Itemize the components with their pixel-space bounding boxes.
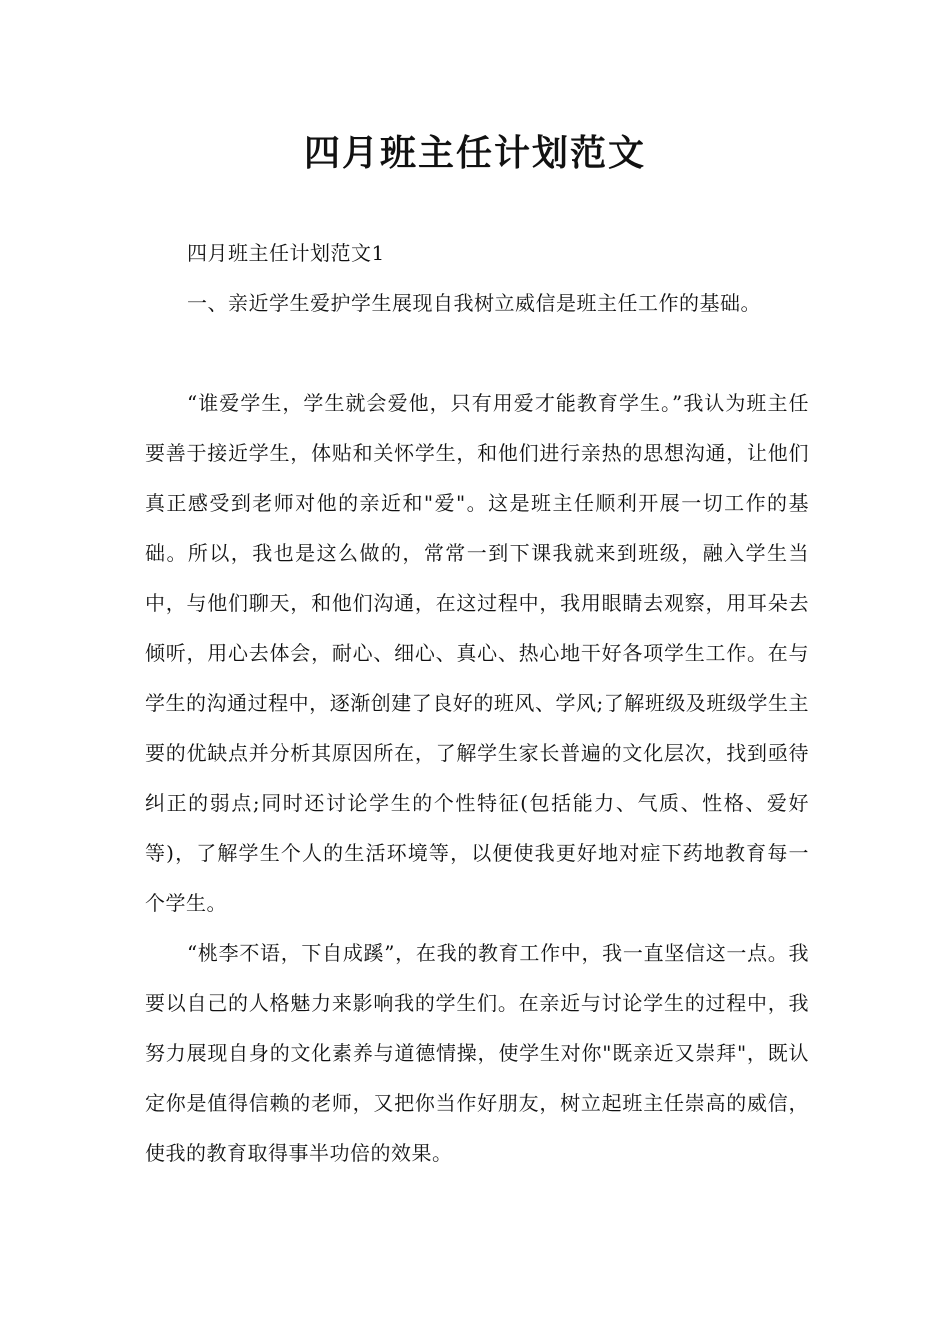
section-heading: 一、亲近学生爱护学生展现自我树立威信是班主任工作的基础。 xyxy=(187,291,761,315)
subtitle-line: 四月班主任计划范文1 xyxy=(187,241,385,265)
document-body xyxy=(145,228,809,1178)
blank-line xyxy=(145,328,809,378)
paragraph-2: “桃李不语，下自成蹊”，在我的教育工作中，我一直坚信这一点。我要以自己的人格魅力来影响我的学生们。在亲近与讨论学生的过程中，我努力展现自身的文化素养与道德情操，使学生对你"既亲近又崇拜"，既认定你是值得信赖的老师，又把你当作好朋友，树立起班主任崇高的威信，使我的教育取得事半功倍的效果。 xyxy=(145,941,809,1165)
document-title: 四月班主任计划范文 xyxy=(303,133,646,174)
paragraph-1: “谁爱学生，学生就会爱他，只有用爱才能教育学生。”我认为班主任要善于接近学生，体贴和关怀学生，和他们进行亲热的思想沟通，让他们真正感受到老师对他的亲近和"爱"。这是班主任顺利开展一切工作的基础。所以，我也是这么做的，常常一到下课我就来到班级，融入学生当中，与他们聊天，和他们沟通，在这过程中，我用眼睛去观察，用耳朵去倾听，用心去体会，耐心、细心、真心、热心地干好各项学生工作。在与学生的沟通过程中，逐渐创建了良好的班风、学风;了解班级及班级学生主要的优缺点并分析其原因所在，了解学生家长普遍的文化层次，找到亟待纠正的弱点;同时还讨论学生的个性特征(包括能力、气质、性格、爱好等)，了解学生个人的生活环境等，以便使我更好地对症下药地教育每一个学生。 xyxy=(145,391,809,915)
